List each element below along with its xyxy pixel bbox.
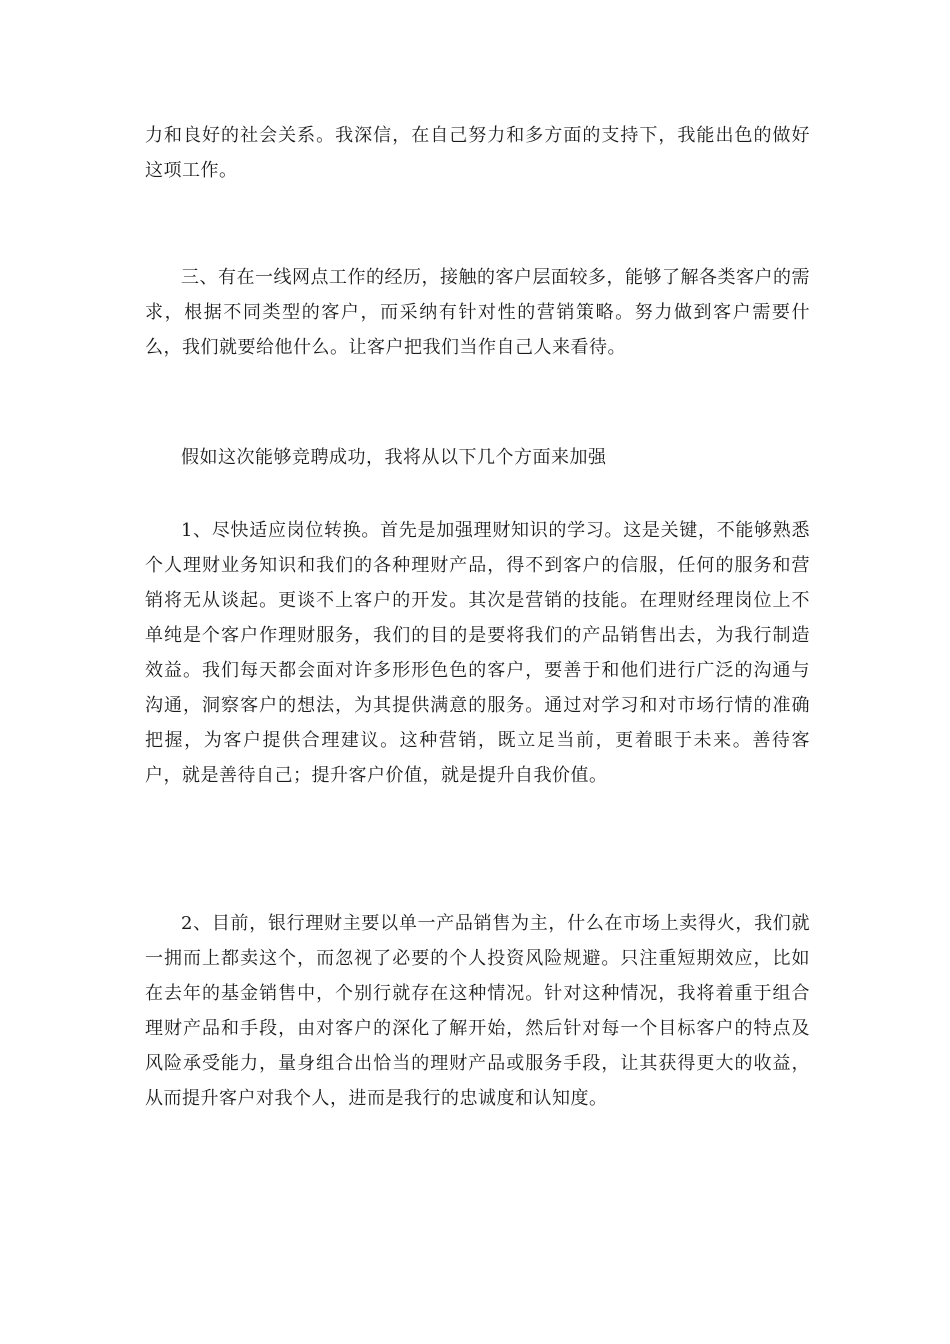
paragraph-continuation: 力和良好的社会关系。我深信，在自己努力和多方面的支持下，我能出色的做好这项工作。 xyxy=(145,125,810,181)
paragraph-plan-two: 2、目前，银行理财主要以单一产品销售为主，什么在市场上卖得火，我们就一拥而上都卖这个，而忽视了必要的个人投资风险规避。只注重短期效应，比如在去年的基金销售中，个别行就存在这种情况。针对这种情况，我将着重于组合理财产品和手段，由对客户的深化了解开始，然后针对每一个目标客户的特点及风险承受能力，量身组合出恰当的理财产品或服务手段，让其获得更大的收益，从而提升客户对我个人，进而是我行的忠诚度和认知度。 xyxy=(145,913,810,1109)
paragraph-intro-plan: 假如这次能够竞聘成功，我将从以下几个方面来加强 xyxy=(181,447,607,468)
paragraph-point-three: 三、有在一线网点工作的经历，接触的客户层面较多，能够了解各类客户的需求，根据不同类型的客户，而采纳有针对性的营销策略。努力做到客户需要什么，我们就要给他什么。让客户把我们当作自己人来看待。 xyxy=(145,267,810,358)
paragraph-plan-one: 1、尽快适应岗位转换。首先是加强理财知识的学习。这是关键，不能够熟悉个人理财业务知识和我们的各种理财产品，得不到客户的信服，任何的服务和营销将无从谈起。更谈不上客户的开发。其次是营销的技能。在理财经理岗位上不单纯是个客户作理财服务，我们的目的是要将我们的产品销售出去，为我行制造效益。我们每天都会面对许多形形色色的客户，要善于和他们进行广泛的沟通与沟通，洞察客户的想法，为其提供满意的服务。通过对学习和对市场行情的准确把握，为客户提供合理建议。这种营销，既立足当前，更着眼于未来。善待客户，就是善待自己；提升客户价值，就是提升自我价值。 xyxy=(145,520,810,786)
